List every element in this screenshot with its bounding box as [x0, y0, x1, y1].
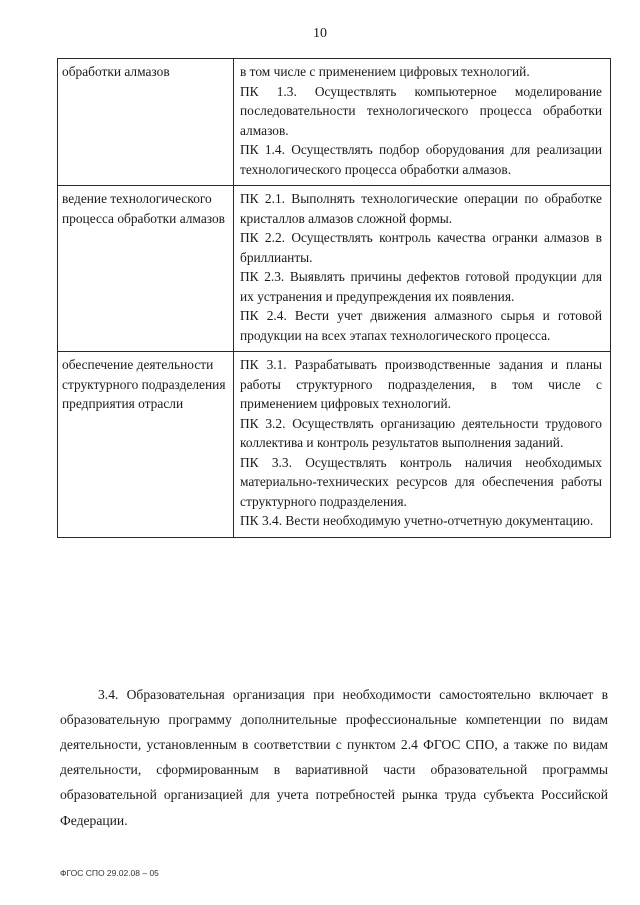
page-number: 10 — [313, 26, 327, 41]
competency-cell — [234, 352, 611, 538]
competency-item: ПК 2.4. Вести учет движения алмазного сырья и готовой продукции на всех этапах технологического процесса. — [240, 308, 602, 343]
competency-item: ПК 2.1. Выполнять технологические операции по обработке кристаллов алмазов сложной формы. — [240, 191, 602, 226]
competency-item: ПК 3.4. Вести необходимую учетно-отчетную документацию. — [240, 513, 594, 528]
competency-item: ПК 2.2. Осуществлять контроль качества огранки алмазов в бриллианты. — [240, 230, 602, 265]
competency-item: ПК 1.3. Осуществлять компьютерное моделирование последовательности технологического процесса обработки алмазов. — [240, 83, 602, 138]
competency-item: ПК 3.2. Осуществлять организацию деятельности трудового коллектива и контроль результатов выполнения заданий. — [240, 415, 602, 450]
document-footer: ФГОС СПО 29.02.08 – 05 — [60, 868, 159, 878]
competency-cell — [234, 186, 611, 352]
activity-cell: обеспечение деятельности структурного подразделения предприятия отрасли — [58, 352, 234, 538]
table-row — [58, 186, 611, 352]
activity-cell: ведение технологического процесса обработки алмазов — [58, 186, 234, 352]
table-row — [58, 59, 611, 186]
activity-cell: обработки алмазов — [58, 59, 234, 186]
competency-table — [57, 58, 611, 538]
competency-item: в том числе с применением цифровых технологий. — [240, 64, 530, 79]
competency-item: ПК 3.3. Осуществлять контроль наличия необходимых материально-технических ресурсов для обеспечения работы структурного подразделения. — [240, 454, 602, 509]
competency-item: ПК 2.3. Выявлять причины дефектов готовой продукции для их устранения и предупреждения их появления. — [240, 269, 602, 304]
competency-item: ПК 1.4. Осуществлять подбор оборудования для реализации технологического процесса обработки алмазов. — [240, 142, 602, 177]
table-row — [58, 352, 611, 538]
competency-item: ПК 3.1. Разрабатывать производственные задания и планы работы структурного подразделения, в том числе с применением цифровых технологий. — [240, 357, 602, 411]
competency-cell — [234, 59, 611, 186]
body-paragraph: 3.4. Образовательная организация при необходимости самостоятельно включает в образовательную программу дополнительные профессиональные компетенции по видам деятельности, установленным в соответствии с пунктом 2.4 ФГОС СПО, а также по видам деятельности, сформированным в вариативной части образовательной программы образовательной организацией для учета потребностей рынка труда субъекта Российской Федерации. — [60, 686, 608, 828]
